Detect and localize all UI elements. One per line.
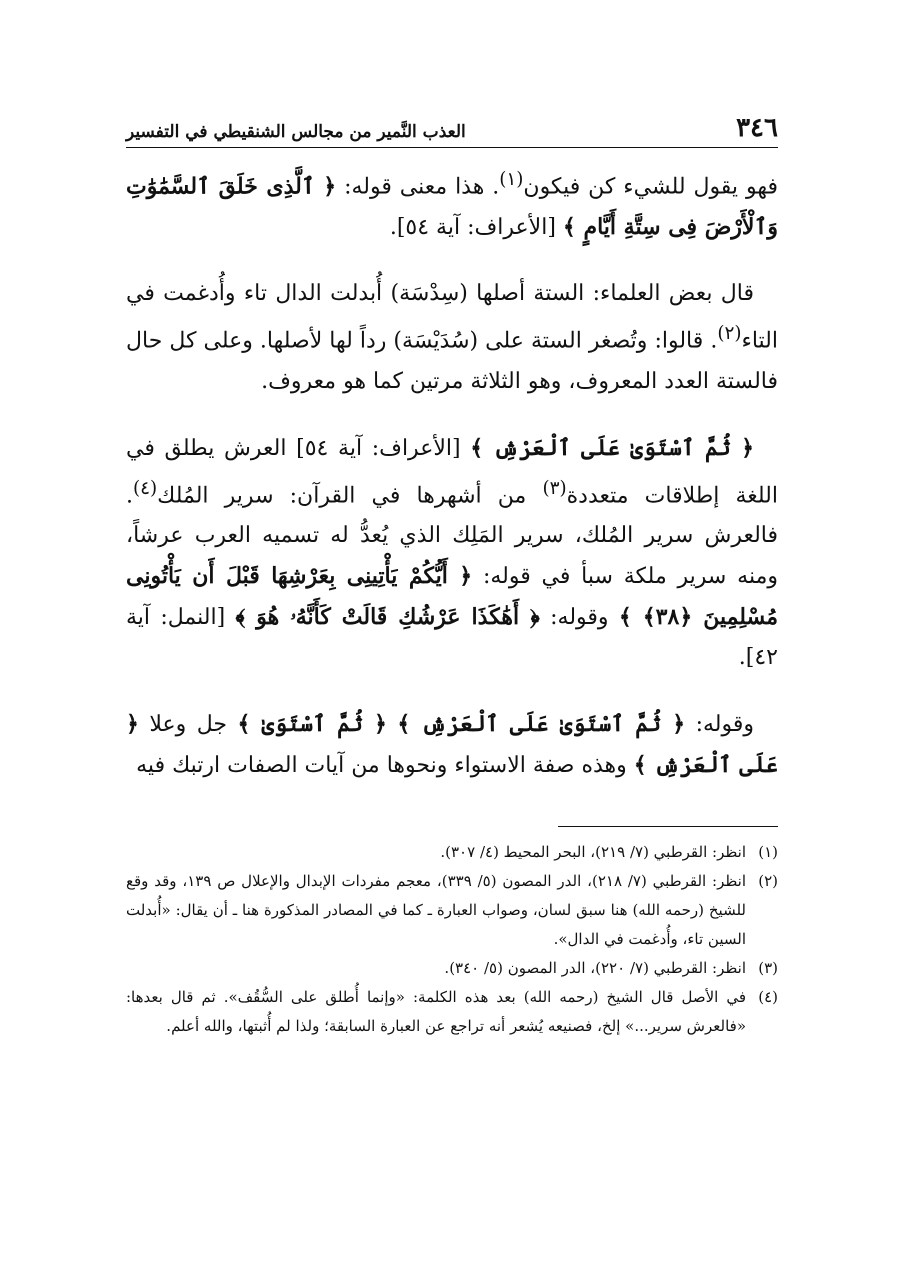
text: فهو يقول للشيء كن فيكون: [523, 174, 778, 200]
quran-verse: ﴿ عَلَى ٱلْعَرْشِ ﴾: [126, 710, 778, 778]
running-title: العذب النَّمير من مجالس الشنقيطي في التفسير: [126, 122, 466, 142]
text: وهذه صفة الاستواء ونحوها من آيات الصفات ارتبك فيه: [136, 752, 634, 778]
quran-verse: ﴿ أَيُّكُمْ يَأْتِينِى بِعَرْشِهَا قَبْلَ أَن يَأْتُونِى مُسْلِمِينَ ﴿٣٨﴾ ﴾: [126, 562, 778, 630]
text: [الأعراف: آية ٥٤].: [389, 215, 563, 241]
footnote-ref-1: (١): [499, 169, 524, 190]
footnote-separator: [558, 826, 778, 827]
paragraph-1: [126, 160, 778, 248]
text: وقوله:: [685, 711, 754, 737]
paragraph-4: [126, 704, 778, 786]
paragraph-3: [126, 428, 778, 678]
footnote-2: [126, 867, 778, 954]
page-header: [126, 108, 778, 148]
footnote-ref-4: (٤): [133, 477, 158, 499]
quran-verse: ﴿ ثُمَّ ٱسْتَوَىٰ ﴾: [237, 710, 387, 737]
footnote-number: (٢): [758, 872, 778, 890]
footnote-number: (٤): [758, 988, 778, 1006]
quran-verse: ﴿ أَهَٰكَذَا عَرْشُكِ قَالَتْ كَأَنَّهُۥ هُوَ ﴾: [235, 603, 540, 630]
text: [387, 712, 397, 737]
text: [الأعراف: آية ٥٤] العرش يطلق في اللغة إطلاقات متعددة: [126, 435, 778, 508]
text: . هذا معنى قوله:: [336, 174, 500, 200]
text: قال بعض العلماء: الستة أصلها (سِدْسَة) أُبدلت الدال تاء وأُدغمت في التاء: [126, 281, 778, 354]
footnote-text: انظر: القرطبي (٧/ ٢١٨)، الدر المصون (٥/ ٣٣٩)، معجم مفردات الإبدال والإعلال ص ١٣٩، وقد وقع للشيخ (رحمه الله) هنا سبق لسان، وصواب العبارة ـ كما في المصادر المذكورة هنا ـ أن يقال: «أُبدلت السين تاء، وأُدغمت في الدال».: [126, 872, 747, 948]
text: . قالوا: وتُصغر الستة على (سُدَيْسَة) رداً لها لأصلها. وعلى كل حال فالستة العدد المعروف، وهو الثلاثة مرتين كما هو معروف.: [126, 328, 778, 394]
footnote-3: [126, 954, 778, 983]
quran-verse: ﴿ ثُمَّ ٱسْتَوَىٰ عَلَى ٱلْعَرْشِ ﴾: [470, 434, 755, 461]
quran-verse: ﴿ ثُمَّ ٱسْتَوَىٰ عَلَى ٱلْعَرْشِ ﴾: [397, 710, 686, 737]
footnotes: [126, 838, 778, 1041]
quran-verse: ﴿ ٱلَّذِى خَلَقَ ٱلسَّمَٰوَٰتِ وَٱلْأَرْضَ فِى سِتَّةِ أَيَّامٍ ﴾: [126, 173, 778, 241]
footnote-text: في الأصل قال الشيخ (رحمه الله) بعد هذه الكلمة: «وإنما أُطلق على السُّقُف». ثم قال بعدها: «فالعرش سرير...» إلخ، فصنيعه يُشعر أنه تراجع عن العبارة السابقة؛ ولذا لم أُثبتها، والله أعلم.: [126, 988, 746, 1035]
text: وقوله:: [539, 604, 619, 630]
text: [النمل: آية ٤٢].: [126, 604, 778, 670]
page-number: ٣٤٦: [736, 113, 778, 143]
footnote-4: [126, 983, 778, 1041]
footnote-1: [126, 838, 778, 867]
footnote-ref-3: (٣): [542, 477, 567, 499]
main-text: [126, 160, 778, 786]
text: . فالعرش سرير المُلك، سرير المَلِك الذي يُعدُّ له تسميه العرب عرشاً، ومنه سرير ملكة سبأ في قوله:: [126, 482, 778, 589]
paragraph-2: [126, 274, 778, 401]
footnote-ref-2: (٢): [717, 323, 742, 345]
footnote-text: انظر: القرطبي (٧/ ٢٢٠)، الدر المصون (٥/ ٣٤٠).: [444, 959, 746, 977]
text: من أشهرها في القرآن: سرير المُلك: [157, 482, 543, 508]
text: جل وعلا: [138, 711, 238, 737]
footnote-number: (١): [758, 843, 778, 861]
footnote-text: انظر: القرطبي (٧/ ٢١٩)، البحر المحيط (٤/ ٣٠٧).: [440, 843, 746, 861]
footnote-number: (٣): [758, 959, 778, 977]
